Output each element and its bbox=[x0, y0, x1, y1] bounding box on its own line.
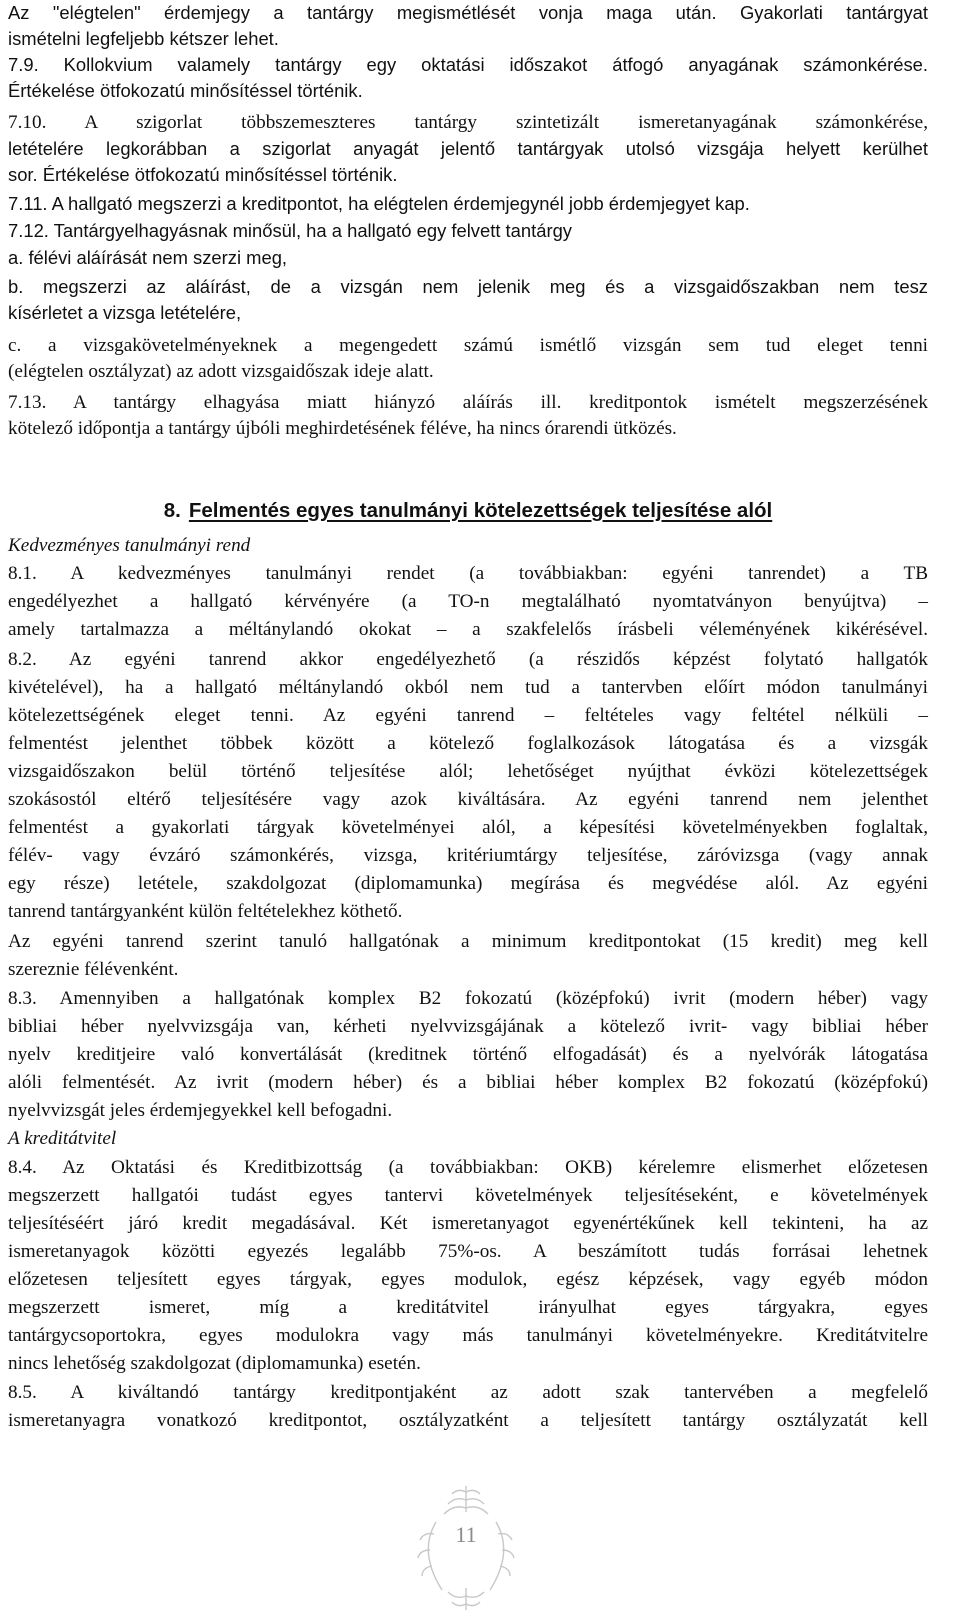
text-line: 8.2. Az egyéni tanrend akkor engedélyezhető (a részidős képzést folytató hallgatók bbox=[8, 649, 928, 670]
text-line: vizsgaidőszakon belül történő teljesítése alól; lehetőséget nyújthat évközi kötelezettségek bbox=[8, 761, 928, 782]
text-line: 7.13. A tantárgy elhagyása miatt hiányzó aláírás ill. kreditpontok ismételt megszerzésének bbox=[8, 392, 928, 413]
text-line: 7.12. Tantárgyelhagyásnak minősül, ha a hallgató egy felvett tantárgy bbox=[8, 220, 573, 241]
text-line: 8.1. A kedvezményes tanulmányi rendet (a továbbiakban: egyéni tanrendet) a TB bbox=[8, 563, 928, 584]
text-line: szokásostól eltérő teljesítésére vagy azok kiváltására. Az egyéni tanrend nem jelenthet bbox=[8, 789, 928, 810]
subheading: A kreditátvitel bbox=[8, 1128, 117, 1149]
text-line: kötelezettségének eleget tenni. Az egyéni tanrend – feltételes vagy feltétel nélküli – bbox=[8, 705, 928, 726]
text-line: Az "elégtelen" érdemjegy a tantárgy megismétlését vonja maga után. Gyakorlati tantárgyat bbox=[8, 2, 928, 23]
text-line: nincs lehetőség szakdolgozat (diplomamunka) esetén. bbox=[8, 1353, 421, 1374]
section-title: Felmentés egyes tanulmányi kötelezettségek teljesítése alól bbox=[188, 499, 773, 522]
text-line: ismételni legfeljebb kétszer lehet. bbox=[8, 28, 279, 49]
text-line: 7.11. A hallgató megszerzi a kreditpontot, ha elégtelen érdemjegynél jobb érdemjegyet kap. bbox=[8, 193, 750, 214]
subheading: Kedvezményes tanulmányi rend bbox=[8, 535, 251, 556]
text-line: engedélyezhet a hallgató kérvényére (a TO-n megtalálható nyomtatványon benyújtva) – bbox=[8, 591, 928, 612]
text-line: Az egyéni tanrend szerint tanuló hallgatónak a minimum kreditpontokat (15 kredit) meg kell bbox=[8, 931, 928, 952]
text-line: 7.9. Kollokvium valamely tantárgy egy oktatási időszakot átfogó anyagának számonkérése. bbox=[8, 54, 928, 75]
page-number-ornament bbox=[408, 1482, 524, 1614]
text-line: letételére legkorábban a szigorlat anyagát jelentő tantárgyak utolsó vizsgája helyett kerülhet bbox=[8, 138, 928, 159]
text-line: egy része) letétele, szakdolgozat (diplomamunka) megírása és megvédése alól. Az egyéni bbox=[8, 873, 928, 894]
text-line: b. megszerzi az aláírást, de a vizsgán nem jelenik meg és a vizsgaidőszakban nem tesz bbox=[8, 276, 928, 297]
text-line: felmentést jelenthet többek között a kötelező foglalkozások látogatása és a vizsgák bbox=[8, 733, 928, 754]
text-line: 8.3. Amennyiben a hallgatónak komplex B2 fokozatú (középfokú) ivrit (modern héber) vagy bbox=[8, 988, 928, 1009]
laurel-icon bbox=[408, 1482, 524, 1614]
text-line: amely tartalmazza a méltánylandó okokat – a szakfelelős írásbeli véleményének kikérésével. bbox=[8, 619, 928, 640]
text-line: 7.10. A szigorlat többszemeszteres tantárgy szintetizált ismeretanyagának számonkérése, bbox=[8, 112, 928, 133]
text-line: c. a vizsgakövetelményeknek a megengedett számú ismétlő vizsgán sem tud eleget tenni bbox=[8, 335, 928, 356]
text-line: megszerzett hallgatói tudást egyes tantervi követelmények teljesítéseként, e követelmények bbox=[8, 1185, 928, 1206]
text-line: nyelv kreditjeire való konvertálását (kreditnek történő elfogadását) és a nyelvórák látogatása bbox=[8, 1044, 928, 1065]
text-line: nyelvvizsgát jeles érdemjegyekkel kell befogadni. bbox=[8, 1100, 393, 1121]
text-line: ismeretanyagok közötti egyezés legalább 75%-os. A beszámított tudás forrásai lehetnek bbox=[8, 1241, 928, 1262]
text-line: sor. Értékelése ötfokozatú minősítéssel történik. bbox=[8, 164, 398, 185]
text-line: tantárgycsoportokra, egyes modulokra vagy más tanulmányi követelményekre. Kreditátvitelre bbox=[8, 1325, 928, 1346]
text-line: kivételével), ha a hallgató méltánylandó okból nem tud a tantervben előírt módon tanulmányi bbox=[8, 677, 928, 698]
text-line: teljesítéséért járó kredit megadásával. Két ismeretanyagot egyenértékűnek kell tekinteni, ha az bbox=[8, 1213, 928, 1234]
text-line: megszerzett ismeret, míg a kreditátvitel irányulhat egyes tárgyakra, egyes bbox=[8, 1297, 928, 1318]
text-line: tanrend tantárgyanként külön feltételekhez köthető. bbox=[8, 901, 403, 922]
text-line: alóli felmentését. Az ivrit (modern héber) és a bibliai héber komplex B2 fokozatú (középfokú) bbox=[8, 1072, 928, 1093]
section-heading bbox=[8, 497, 928, 525]
text-line: felmentést a gyakorlati tárgyak követelményei alól, a képesítési követelményekben foglaltak, bbox=[8, 817, 928, 838]
text-line: félév- vagy évzáró számonkérés, vizsga, kritériumtárgy teljesítése, záróvizsga (vagy annak bbox=[8, 845, 928, 866]
text-line: bibliai héber nyelvvizsgája van, kérheti nyelvvizsgájának a kötelező ivrit- vagy bibliai héber bbox=[8, 1016, 928, 1037]
text-line: kísérletet a vizsga letételére, bbox=[8, 302, 242, 323]
page-number: 11 bbox=[455, 1522, 477, 1547]
text-line: kötelező időpontja a tantárgy újbóli meghirdetésének féléve, ha nincs órarendi ütközés. bbox=[8, 418, 677, 439]
text-line: szereznie félévenként. bbox=[8, 959, 179, 980]
text-line: a. félévi aláírását nem szerzi meg, bbox=[8, 247, 288, 268]
text-line: (elégtelen osztályzat) az adott vizsgaidőszak ideje alatt. bbox=[8, 361, 434, 382]
text-line: ismeretanyagra vonatkozó kreditpontot, osztályzatként a teljesített tantárgy osztályzatát kell bbox=[8, 1410, 928, 1431]
section-number: 8. bbox=[163, 499, 181, 522]
text-line: 8.5. A kiváltandó tantárgy kreditpontjaként az adott szak tantervében a megfelelő bbox=[8, 1382, 928, 1403]
text-line: Értékelése ötfokozatú minősítéssel történik. bbox=[8, 80, 363, 101]
text-line: előzetesen teljesített egyes tárgyak, egyes modulok, egész képzések, vagy egyéb módon bbox=[8, 1269, 928, 1290]
text-line: 8.4. Az Oktatási és Kreditbizottság (a továbbiakban: OKB) kérelemre elismerhet előzetesen bbox=[8, 1157, 928, 1178]
